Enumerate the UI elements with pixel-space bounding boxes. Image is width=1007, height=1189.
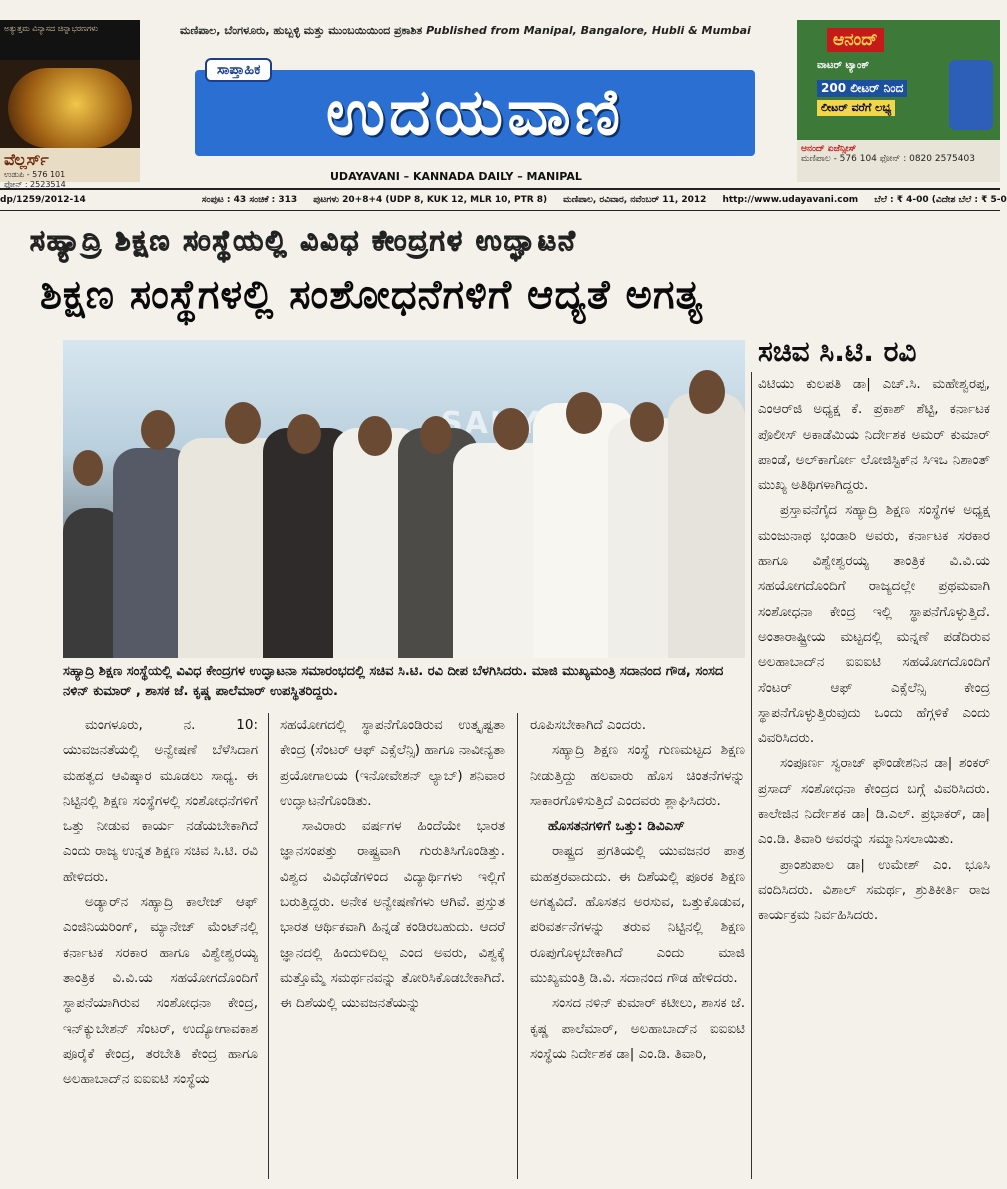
person-head <box>630 402 664 442</box>
page-count: ಪುಟಗಳು 20+8+4 (UDP 8, KUK 12, MLR 10, PTR 8) <box>313 195 548 205</box>
publication-line <box>180 24 790 38</box>
column-divider <box>268 713 269 1179</box>
paragraph: ಸಂಸದ ನಳಿನ್ ಕುಮಾರ್ ಕಟೀಲು, ಶಾಸಕ ಜೆ. ಕೃಷ್ಣ ಪಾಲೆಮಾರ್, ಅಲಹಾಬಾದ್‌ನ ಐಐಐಟಿ ಸಂಸ್ಥೆಯ ನಿರ್ದೇಶಕ ಡಾ| ಎಂ.ಡಿ. ತಿವಾರಿ, <box>530 995 745 1062</box>
person-head <box>73 450 103 486</box>
ad-right-address: ಮಣಿಪಾಲ - 576 104 <box>801 154 877 164</box>
person-head <box>493 408 529 450</box>
paragraph: ಪ್ರಸ್ತಾವನೆಗೈದ ಸಹ್ಯಾದ್ರಿ ಶಿಕ್ಷಣ ಸಂಸ್ಥೆಗಳ ಅಧ್ಯಕ್ಷ ಮಂಜುನಾಥ ಭಂಡಾರಿ ಅವರು, ಕರ್ನಾಟಕ ಸರಕಾರ ಹಾಗೂ ವಿಶ್ವೇಶ್ವರಯ್ಯ ತಾಂತ್ರಿಕ ವಿ.ವಿ.ಯ ಸಹಯೋಗದೊಂದಿಗೆ ರಾಜ್ಯದಲ್ಲೇ ಪ್ರಥಮವಾಗಿ ಸಂಶೋಧನಾ ಕೇಂದ್ರ ಇಲ್ಲಿ ಸ್ಥಾಪನೆಗೊಳ್ಳುತ್ತಿದೆ. ಅಂತಾರಾಷ್ಟ್ರೀಯ ಮಟ್ಟದಲ್ಲಿ ಮನ್ನಣೆ ಪಡೆದಿರುವ ಅಲಹಾಬಾದ್‌ನ ಐಐಐಟಿ ಸಹಯೋಗದೊಂದಿಗೆ ಸೆಂಟರ್ ಆಫ್ ಎಕ್ಸೆಲೆನ್ಸಿ ಕೇಂದ್ರ ಸ್ಥಾಪನೆಗೊಳ್ಳುತ್ತಿರುವುದು ಒಂದು ಹೆಗ್ಗಳಿಕೆ ಎಂದು ವಿವರಿಸಿದರು. <box>758 502 990 747</box>
ad-left-phone: ಫೋನ್ : 2523514 <box>4 180 66 189</box>
jewellery-advertisement[interactable] <box>0 20 140 189</box>
ad-right-brand: ಆನಂದ್ <box>827 28 884 52</box>
dateline-bar <box>0 188 1007 211</box>
column-divider <box>751 372 752 1179</box>
paragraph: ಸಾವಿರಾರು ವರ್ಷಗಳ ಹಿಂದೆಯೇ ಭಾರತ ಜ್ಞಾನಸಂಪತ್ತು ರಾಷ್ಟ್ರವಾಗಿ ಗುರುತಿಸಿಗೊಂಡಿತ್ತು. ವಿಶ್ವದ ವಿವಿಧೆಡೆಗಳಿಂದ ವಿದ್ಯಾರ್ಥಿಗಳು ಇಲ್ಲಿಗೆ ಬರುತ್ತಿದ್ದರು. ಅನೇಕ ಅನ್ವೇಷಣೆಗಳು ಆಗಿವೆ. ಪ್ರಸ್ತುತ ಭಾರತ ಆರ್ಥಿಕವಾಗಿ ಹಿನ್ನಡೆ ಕಂಡಿರಬಹುದು. ಆದರೆ ಜ್ಞಾನದಲ್ಲಿ ಹಿಂದುಳಿದಿಲ್ಲ ಎಂದ ಅವರು, ವಿಶ್ವಕ್ಕೆ ಮತ್ತೊಮ್ಮೆ ಸಮರ್ಥನವನ್ನು ತೋರಿಸಿಕೊಡಬೇಕಾಗಿದೆ. ಈ ದಿಶೆಯಲ್ಲಿ ಯುವಜನತೆಯನ್ನು <box>280 818 505 1012</box>
website-link[interactable]: http://www.udayavani.com <box>722 195 859 205</box>
article-headline: ಶಿಕ್ಷಣ ಸಂಸ್ಥೆಗಳಲ್ಲಿ ಸಂಶೋಧನೆಗಳಿಗೆ ಆದ್ಯತೆ ಅಗತ್ಯ <box>40 272 704 318</box>
paragraph: ಸಹ್ಯಾದ್ರಿ ಶಿಕ್ಷಣ ಸಂಸ್ಥೆ ಗುಣಮಟ್ಟದ ಶಿಕ್ಷಣ ನೀಡುತ್ತಿದ್ದು ಹಲವಾರು ಹೊಸ ಚಿಂತನೆಗಳನ್ನು ಸಾಕಾರಗೊಳಿಸುತ್ತಿದೆ ಎಂದವರು ಶ್ಲಾಘಿಸಿದರು. <box>530 742 745 809</box>
ad-left-footer <box>0 148 140 189</box>
ad-right-line3: ಲೀಟರ್ ವರೆಗೆ ಲಭ್ಯ <box>817 100 895 116</box>
person-head <box>689 370 725 414</box>
water-tank-image <box>949 60 993 130</box>
person-figure <box>668 393 745 658</box>
water-tank-advertisement[interactable] <box>797 20 1000 182</box>
ad-right-footer <box>797 140 1000 182</box>
ad-right-dealer: ಆನಂದ್ ಏಜೆನ್ಸೀಸ್ <box>801 144 857 154</box>
news-photo[interactable] <box>63 340 745 658</box>
newspaper-subtitle: UDAYAVANI – KANNADA DAILY – MANIPAL <box>330 170 582 183</box>
photo-caption: ಸಹ್ಯಾದ್ರಿ ಶಿಕ್ಷಣ ಸಂಸ್ಥೆಯಲ್ಲಿ ವಿವಿಧ ಕೇಂದ್ರಗಳ ಉದ್ಘಾಟನಾ ಸಮಾರಂಭದಲ್ಲಿ ಸಚಿವ ಸಿ.ಟಿ. ರವಿ ದೀಪ ಬೆಳಗಿಸಿದರು. ಮಾಜಿ ಮುಖ್ಯಮಂತ್ರಿ ಸದಾನಂದ ಗೌಡ, ಸಂಸದ ನಳಿನ್ ಕುಮಾರ್ , ಶಾಸಕ ಜೆ. ಕೃಷ್ಣ ಪಾಲೆಮಾರ್ ಉಪಸ್ಥಿತರಿದ್ದರು. <box>63 664 724 699</box>
paragraph: ಅಡ್ಯಾರ್‌ನ ಸಹ್ಯಾದ್ರಿ ಕಾಲೇಜ್ ಆಫ್ ಎಂಜಿನಿಯರಿಂಗ್, ಮ್ಯಾನೇಜ್ ಮೆಂಟ್‌ನಲ್ಲಿ ಕರ್ನಾಟಕ ಸರಕಾರ ಹಾಗೂ ವಿಶ್ವೇಶ್ವರಯ್ಯ ತಾಂತ್ರಿಕ ವಿ.ವಿ.ಯ ಸಹಯೋಗದೊಂದಿಗೆ ಸ್ಥಾಪನೆಯಾಗಿರುವ ಸಂಶೋಧನಾ ಕೇಂದ್ರ, ಇನ್‌ಕ್ಯುಬೇಶನ್ ಸೆಂಟರ್, ಉದ್ಯೋಗಾವಕಾಶ ಪೂರೈಕೆ ಕೇಂದ್ರ, ತರಬೇತಿ ಕೇಂದ್ರ ಹಾಗೂ ಅಲಹಾಬಾದ್‌ನ ಐಐಐಟಿ ಸಂಸ್ಥೆಯ <box>63 894 258 1088</box>
column-divider <box>517 713 518 1179</box>
newspaper-title[interactable] <box>195 70 755 156</box>
person-head <box>287 414 321 454</box>
paragraph: ವಿಟಿಯು ಕುಲಪತಿ ಡಾ| ಎಚ್.ಸಿ. ಮಹೇಶ್ವರಪ್ಪ, ಎಂಆರ್‌ಜಿ ಅಧ್ಯಕ್ಷ ಕೆ. ಪ್ರಕಾಶ್ ಶೆಟ್ಟಿ, ಕರ್ನಾಟಕ ಪೊಲೀಸ್ ಅಕಾಡೆಮಿಯ ನಿರ್ದೇಶಕ ಅಮರ್ ಕುಮಾರ್ ಪಾಂಡೆ, ಅಲ್‌ಕಾರ್ಗೋ ಲೋಜಿಸ್ಟಿಕ್‌ನ ಸಿಇಒ ನಿಶಾಂತ್ ಮುಖ್ಯ ಅತಿಥಿಗಳಾಗಿದ್ದರು. <box>758 376 990 494</box>
person-head <box>358 416 392 456</box>
article-column-3 <box>530 713 745 1067</box>
paragraph: ಪ್ರಾಂಶುಪಾಲ ಡಾ| ಉಮೇಶ್ ಎಂ. ಭೂಸಿ ವಂದಿಸಿದರು. ವಿಶಾಲ್ ಸಮರ್ಥ, ಶ್ರುತಿಕೀರ್ತಿ ರಾಜ ಕಾರ್ಯಕ್ರಮ ನಿರ್ವಹಿಸಿದರು. <box>758 856 990 924</box>
ad-right-line2: 200 ಲೀಟರ್ ನಿಂದ <box>817 80 907 97</box>
paragraph: ರಾಷ್ಟ್ರದ ಪ್ರಗತಿಯಲ್ಲಿ ಯುವಜನರ ಪಾತ್ರ ಮಹತ್ತರವಾದುದು. ಈ ದಿಶೆಯಲ್ಲಿ ಪೂರಕ ಶಿಕ್ಷಣ ಅಗತ್ಯವಿದೆ. ಹೊಸತನ ಅರಸುವ, ಒತ್ತುಕೊಡುವ, ಪರಿವರ್ತನೆಗಳನ್ನು ತರುವ ನಿಟ್ಟಿನಲ್ಲಿ ಶಿಕ್ಷಣ ರೂಪುಗೊಳ್ಳಬೇಕಾಗಿದೆ ಎಂದು ಮಾಜಿ ಮುಖ್ಯಮಂತ್ರಿ ಡಿ.ವಿ. ಸದಾನಂದ ಗೌಡ ಹೇಳಿದರು. <box>530 843 745 986</box>
price: ಬೆಲೆ : ₹ 4-00 (ವಿದೇಶ ಬೆಲೆ : ₹ 5-0 <box>874 195 1007 205</box>
newspaper-title-text: ಉದಯವಾಣಿ <box>325 76 625 150</box>
jewellery-image <box>8 68 132 148</box>
person-head <box>225 402 261 444</box>
paragraph: ಸಹಯೋಗದಲ್ಲಿ ಸ್ಥಾಪನೆಗೊಂಡಿರುವ ಉತ್ಕೃಷ್ಟತಾ ಕೇಂದ್ರ (ಸೆಂಟರ್ ಆಫ್ ಎಕ್ಸೆಲೆನ್ಸಿ) ಹಾಗೂ ನಾವೀನ್ಯತಾ ಪ್ರಯೋಗಾಲಯ (ಇನೋವೇಶನ್ ಲ್ಯಾಬ್) ಶನಿವಾರ ಉದ್ಘಾಟನೆಗೊಂಡಿತು. <box>280 717 505 809</box>
article-column-2 <box>280 713 505 1017</box>
article-column-4 <box>758 372 990 929</box>
publication-line-kn: ಮಣಿಪಾಲ, ಬೆಂಗಳೂರು, ಹುಬ್ಬಳ್ಳಿ ಮತ್ತು ಮುಂಬಯಿಯಿಂದ ಪ್ರಕಾಶಿತ <box>180 24 423 37</box>
ad-left-top-text: ಅತ್ಯುತ್ತಮ ವಿನ್ಯಾಸದ ಚಿನ್ನಾಭರಣಗಳು <box>0 20 140 60</box>
ad-left-address: ಉಡುಪಿ - 576 101 <box>4 170 66 179</box>
article-byline: ಸಚಿವ ಸಿ.ಟಿ. ರವಿ <box>758 335 917 368</box>
article-column-1 <box>63 713 258 1092</box>
person-head <box>420 416 452 454</box>
ad-right-phone: ಫೋನ್ : 0820 2575403 <box>879 154 975 164</box>
publication-line-en: Published from Manipal, Bangalore, Hubli & Mumbai <box>426 24 751 37</box>
paragraph: ಸಂಪೂರ್ಣ ಸ್ವರಾಜ್ ಫೌಂಡೇಶನಿನ ಡಾ| ಶಂಕರ್ ಪ್ರಸಾದ್ ಸಂಶೋಧನಾ ಕೇಂದ್ರದ ಬಗ್ಗೆ ವಿವರಿಸಿದರು. ಕಾಲೇಜಿನ ನಿರ್ದೇಶಕ ಡಾ| ಡಿ.ಎಲ್. ಪ್ರಭಾಕರ್, ಡಾ| ಎಂ.ಡಿ. ತಿವಾರಿ ಅವರನ್ನು ಸಮ್ಮಾನಿಸಲಾಯಿತು. <box>758 755 990 848</box>
person-head <box>141 410 175 450</box>
paragraph: ರೂಪಿಸಬೇಕಾಗಿದೆ ಎಂದರು. <box>530 717 647 733</box>
person-head <box>566 392 602 434</box>
registration-number: dp/1259/2012-14 <box>0 195 86 205</box>
edition-date: ಮಣಿಪಾಲ, ರವಿವಾರ, ನವೆಂಬರ್ 11, 2012 <box>563 195 707 205</box>
masthead <box>0 0 1000 200</box>
weekly-tag: ಸಾಪ್ತಾಹಿಕ <box>205 58 272 82</box>
ad-right-line1: ವಾಟರ್ ಟ್ಯಾಂಕ್ <box>817 60 870 71</box>
article-kicker: ಸಹ್ಯಾದ್ರಿ ಶಿಕ್ಷಣ ಸಂಸ್ಥೆಯಲ್ಲಿ ವಿವಿಧ ಕೇಂದ್ರಗಳ ಉದ್ಘಾಟನೆ <box>30 224 577 257</box>
volume-issue: ಸಂಪುಟ : 43 ಸಂಚಿಕೆ : 313 <box>201 195 298 205</box>
paragraph: ಮಂಗಳೂರು, ನ. 10: ಯುವಜನತೆಯಲ್ಲಿ ಅನ್ವೇಷಣೆ ಬೆಳೆಸಿದಾಗ ಮಹತ್ವದ ಆವಿಷ್ಕಾರ ಮೂಡಲು ಸಾಧ್ಯ. ಈ ನಿಟ್ಟಿನಲ್ಲಿ ಶಿಕ್ಷಣ ಸಂಸ್ಥೆಗಳಲ್ಲಿ ಸಂಶೋಧನೆಗಳಿಗೆ ಒತ್ತು ನೀಡುವ ಕಾರ್ಯ ನಡೆಯಬೇಕಾಗಿದೆ ಎಂದು ರಾಜ್ಯ ಉನ್ನತ ಶಿಕ್ಷಣ ಸಚಿವ ಸಿ.ಟಿ. ರವಿ ಹೇಳಿದರು. <box>63 717 258 885</box>
ad-left-brand: ವೆಲ್ಲರ್ಸ್ <box>4 150 49 169</box>
article-subheading: ಹೊಸತನಗಳಿಗೆ ಒತ್ತು: ಡಿವಿಎಸ್ <box>548 818 685 835</box>
